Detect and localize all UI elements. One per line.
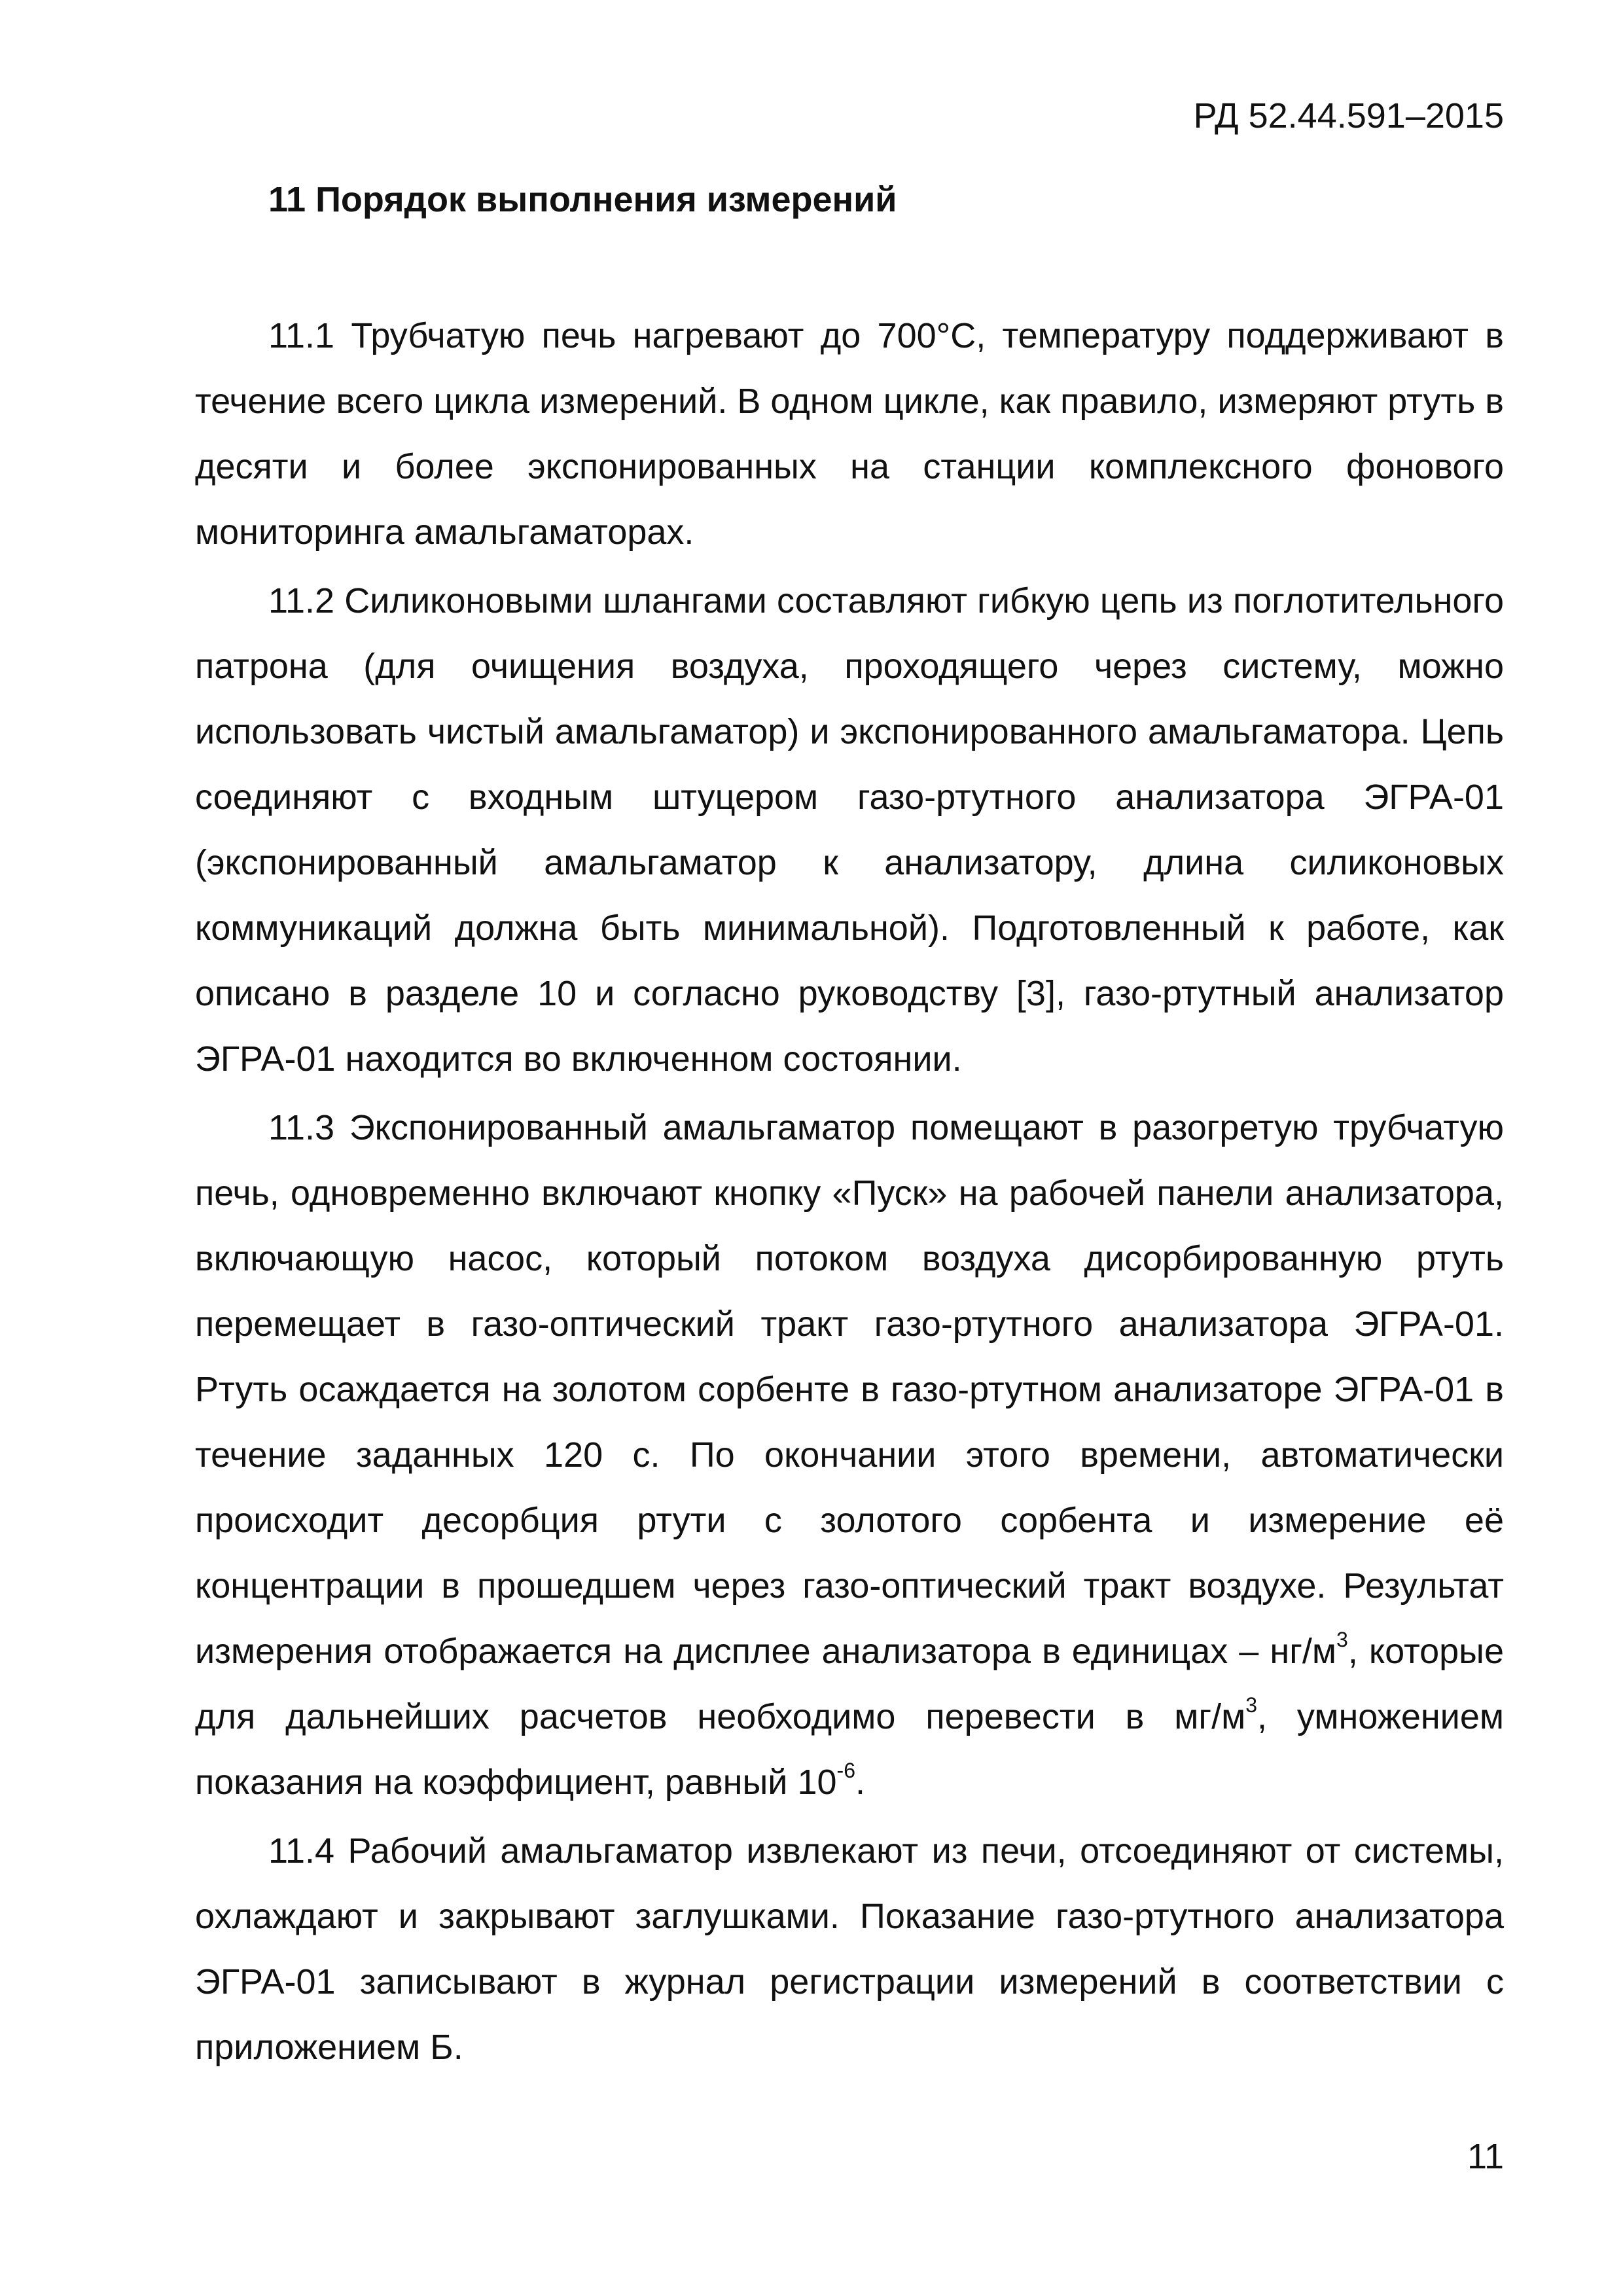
- section-body: [195, 303, 1504, 2083]
- document-code: РД 52.44.591–2015: [1193, 96, 1504, 135]
- unit-exponent: 3: [1336, 1628, 1348, 1651]
- page-number: 11: [1467, 2137, 1504, 2176]
- paragraph-11-3-text-cont: , которые для дальнейших расчетов необходимо перевести в мг/м: [195, 1632, 1504, 1736]
- paragraph-11-3-end: .: [855, 1763, 866, 1802]
- paragraph-11-1: 11.1 Трубчатую печь нагревают до 700°С, температуру поддерживают в течение всего цикла измерений. В одном цикле, как правило, измеряют ртуть в десяти и более экспонированных на станции комплексного фонового мониторинга амальгаматорах.: [195, 316, 1504, 552]
- paragraph-11-2: 11.2 Силиконовыми шлангами составляют гибкую цепь из поглотительного патрона (для очищения воздуха, проходящего через систему, можно использовать чистый амальгаматор) и экспонированного амальгаматора. Цепь соединяют с входным штуцером газо-ртутного анализатора ЭГРА-01 (экспонированный амальгаматор к анализатору, длина силиконовых коммуникаций должна быть минимальной). Подготовленный к работе, как описано в разделе 10 и согласно руководству [3], газо-ртутный анализатор ЭГРА-01 находится во включенном состоянии.: [195, 581, 1504, 1079]
- unit-exponent: 3: [1245, 1693, 1258, 1717]
- coefficient-exponent: -6: [836, 1759, 855, 1782]
- paragraph-11-3-text: 11.3 Экспонированный амальгаматор помещают в разогретую трубчатую печь, одновременно включают кнопку «Пуск» на рабочей панели анализатора, включающую насос, который потоком воздуха дисорбированную ртуть перемещает в газо-оптический тракт газо-ртутного анализатора ЭГРА-01. Ртуть осаждается на золотом сорбенте в газо-ртутном анализаторе ЭГРА-01 в течение заданных 120 с. По окончании этого времени, автоматически происходит десорбция ртути с золотого сорбента и измерение её концентрации в прошедшем через газо-оптический тракт воздухе. Результат измерения отображается на дисплее анализатора в единицах – нг/м: [195, 1108, 1504, 1671]
- paragraph-11-3: [195, 1095, 1504, 1815]
- paragraph-11-4: 11.4 Рабочий амальгаматор извлекают из печи, отсоединяют от системы, охлаждают и закрывают заглушками. Показание газо-ртутного анализатора ЭГРА-01 записывают в журнал регистрации измерений в соответствии с приложением Б.: [195, 1831, 1504, 2067]
- section-title: 11 Порядок выполнения измерений: [268, 180, 897, 219]
- paragraph-11-3-text-cont: , умножением показания на коэффициент, равный 10: [195, 1697, 1505, 1802]
